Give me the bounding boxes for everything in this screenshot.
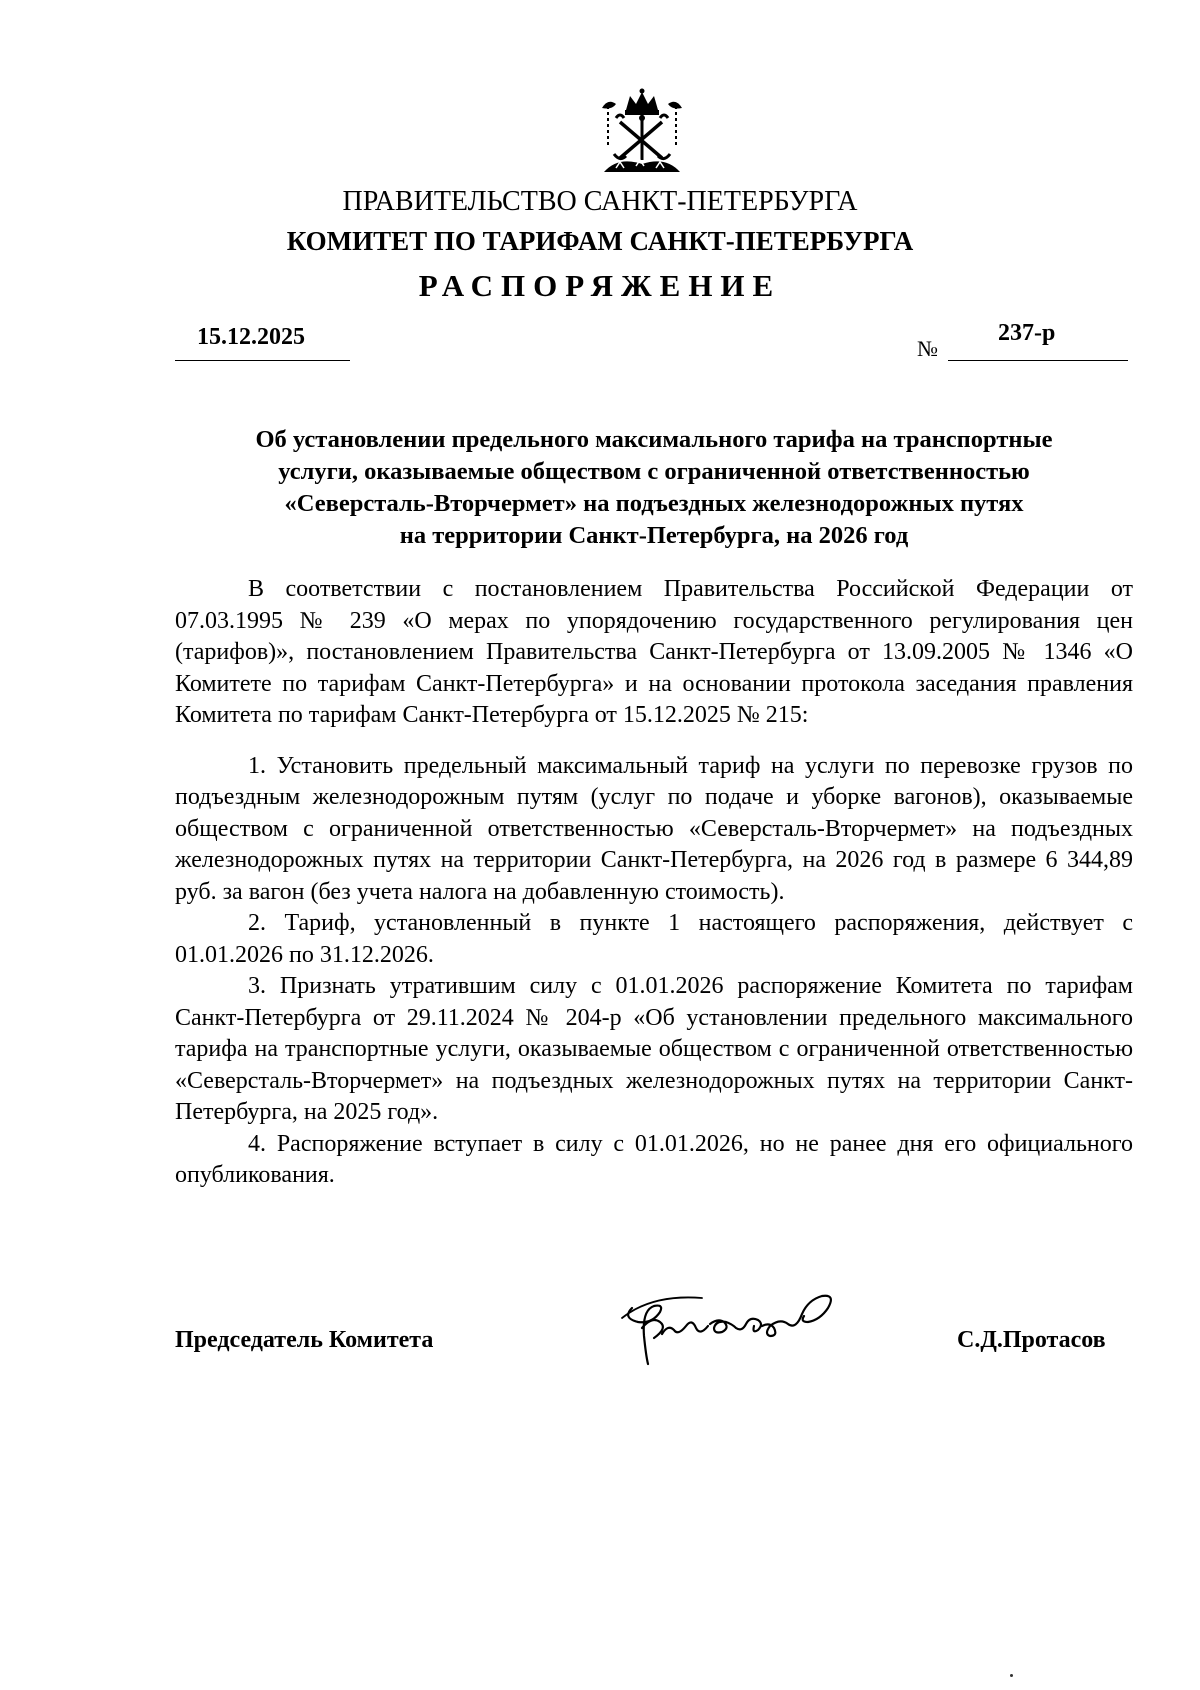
- committee-name: КОМИТЕТ ПО ТАРИФАМ САНКТ-ПЕТЕРБУРГА: [286, 226, 914, 256]
- item-paragraph: 2. Тариф, установленный в пункте 1 настоящего распоряжения, действует с 01.01.2026 по 31.12.2026.: [175, 910, 1133, 968]
- title-line: «Северсталь-Вторчермет» на подъездных железнодорожных путях: [284, 490, 1024, 517]
- title-line: на территории Санкт-Петербурга, на 2026 год: [399, 522, 909, 549]
- title-line: услуги, оказываемые обществом с ограниченной ответственностью: [278, 458, 1030, 485]
- item-paragraph: 4. Распоряжение вступает в силу с 01.01.2026, но не ранее дня его официального опубликования.: [175, 1130, 1133, 1188]
- st-petersburg-coat-of-arms-icon: [596, 88, 688, 180]
- handwritten-signature-icon: [612, 1288, 862, 1372]
- number-field: [948, 320, 1128, 361]
- title-line: Об установлении предельного максимального тарифа на транспортные: [255, 426, 1053, 453]
- document-date: 15.12.2025: [197, 324, 305, 350]
- item-paragraph: 3. Признать утратившим силу с 01.01.2026 распоряжение Комитета по тарифам Санкт-Петербурга от 29.11.2024 № 204-р «Об установлении предельного максимального тарифа на транспортные услуги, оказываемые обществом с ограниченной ответственностью «Северсталь-Вторчермет» на подъездных железнодорожных путях на территории Санкт-Петербурга, на 2025 год».: [175, 973, 1133, 1125]
- preamble-paragraph: В соответствии с постановлением Правительства Российской Федерации от 07.03.1995 № 239 «О мерах по упорядочению государственного регулирования цен (тарифов)», постановлением Правительства Санкт-Петербурга от 13.09.2005 № 1346 «О Комитете по тарифам Санкт-Петербурга» и на основании протокола заседания правления Комитета по тарифам Санкт-Петербурга от 15.12.2025 № 215:: [175, 576, 1133, 728]
- signer-position: Председатель Комитета: [175, 1327, 434, 1353]
- document-number: 237-р: [998, 320, 1056, 346]
- document-title: [175, 424, 1133, 552]
- item-paragraph: 1. Установить предельный максимальный тариф на услуги по перевозке грузов по подъездным железнодорожным путям (услуг по подаче и уборке вагонов), оказываемые обществом с ограниченной ответственностью «Северсталь-Вторчермет» на подъездных железнодорожных путях на территории Санкт-Петербурга, на 2026 год в размере 6 344,89 руб. за вагон (без учета налога на добавленную стоимость).: [175, 752, 1133, 905]
- document-body: [175, 574, 1133, 1192]
- number-sign: №: [917, 336, 938, 361]
- government-name: ПРАВИТЕЛЬСТВО САНКТ-ПЕТЕРБУРГА: [342, 186, 858, 217]
- date-field: [175, 324, 350, 361]
- document-type: РАСПОРЯЖЕНИЕ: [418, 268, 782, 303]
- signer-name: С.Д.Протасов: [957, 1327, 1106, 1353]
- scan-speck: [1010, 1674, 1013, 1677]
